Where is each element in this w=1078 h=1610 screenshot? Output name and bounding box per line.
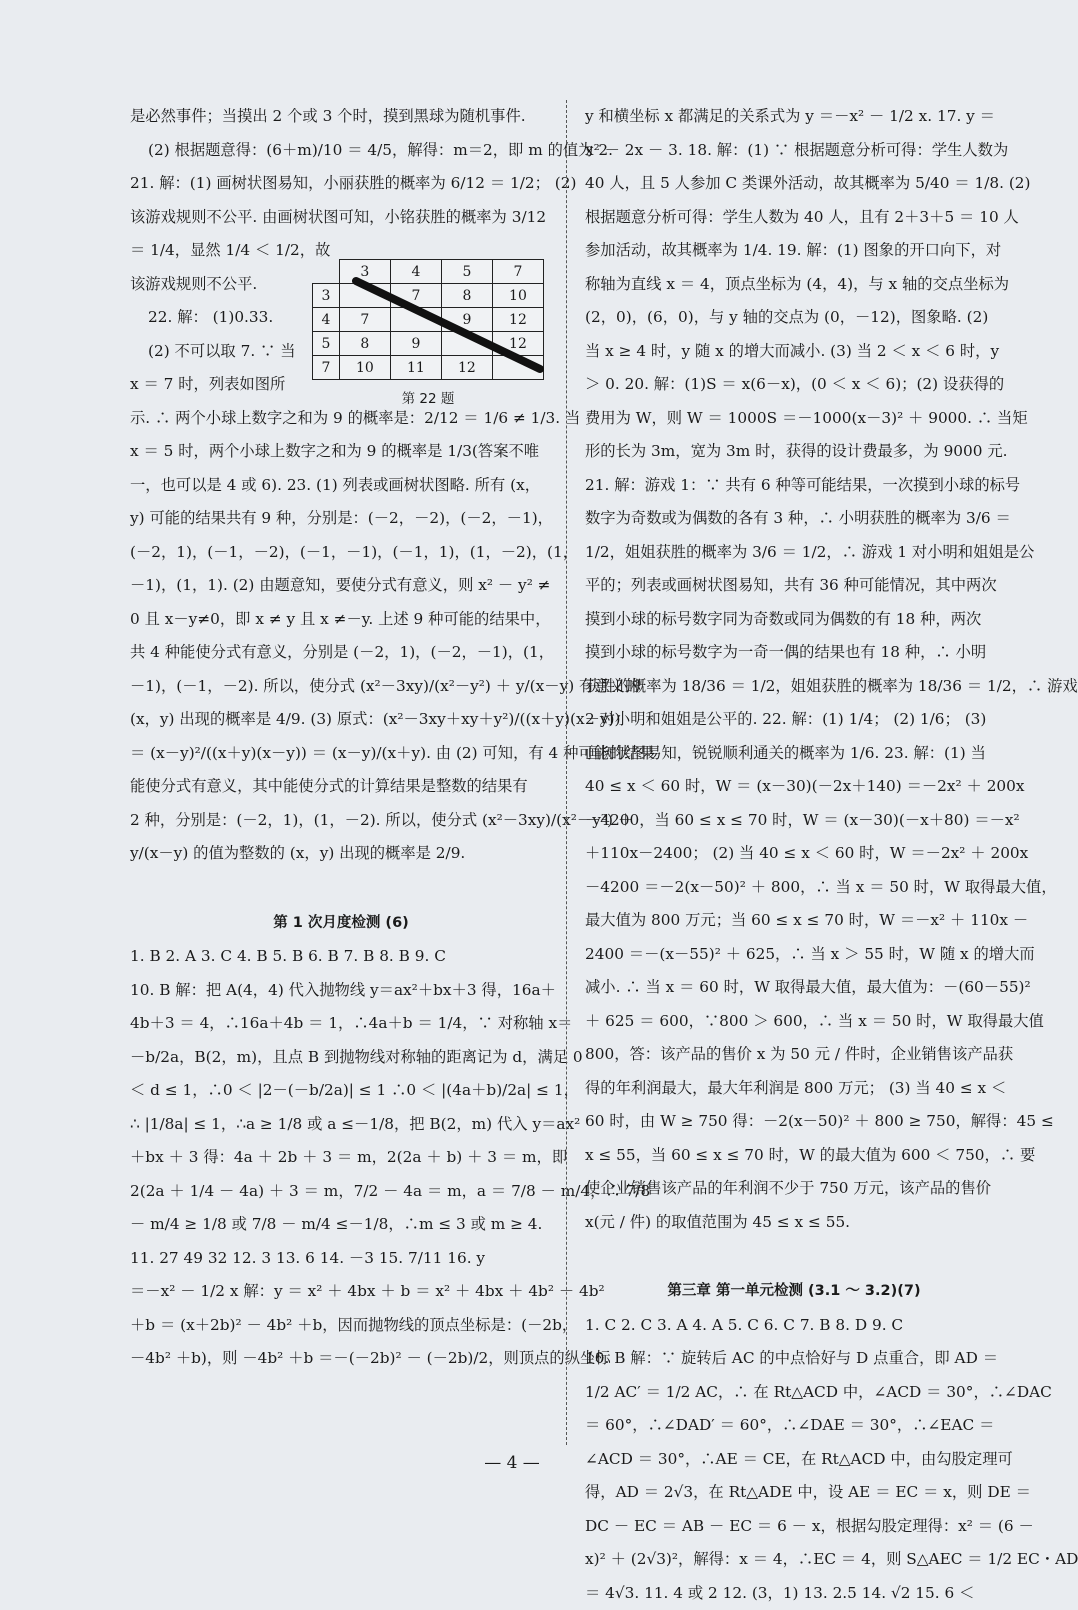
diagonal-bar-graphic bbox=[348, 273, 548, 383]
text-line: －4200 ＝－2(x－50)² ＋ 800，∴ 当 x ＝ 50 时，W 取得最大值， bbox=[585, 871, 1003, 905]
text-line: 11. 27 49 32 12. 3 13. 6 14. －3 15. 7/11 16. y bbox=[130, 1242, 552, 1276]
text-line: 该游戏规则不公平. bbox=[130, 268, 300, 302]
text-line: 21. 解：(1) 画树状图易知，小丽获胜的概率为 6/12 ＝ 1/2； (2) bbox=[130, 167, 552, 201]
text-line: － m/4 ≥ 1/8 或 7/8 － m/4 ≤－1/8，∴m ≤ 3 或 m ≥ 4. bbox=[130, 1208, 552, 1242]
text-line: 1. C 2. C 3. A 4. A 5. C 6. C 7. B 8. D 9. C bbox=[585, 1309, 1003, 1343]
table-cell: 3 bbox=[313, 284, 340, 308]
table-cell: 4 bbox=[390, 260, 441, 284]
text-line: 示. ∴ 两个小球上数字之和为 9 的概率是：2/12 ＝ 1/6 ≠ 1/3. 当 bbox=[130, 402, 552, 436]
text-line: 10. B 解：∵ 旋转后 AC 的中点恰好与 D 点重合，即 AD ＝ bbox=[585, 1342, 1003, 1376]
text-line: ∠ACD ＝ 30°，∴AE ＝ CE，在 Rt△ACD 中，由勾股定理可 bbox=[585, 1443, 1003, 1477]
text-line: ＝ 4√3. 11. 4 或 2 12. (3，1) 13. 2.5 14. √2 15. 6 ＜ bbox=[585, 1577, 1003, 1610]
text-line: 一，也可以是 4 或 6). 23. (1) 列表或画树状图略. 所有 (x， bbox=[130, 469, 552, 503]
table-cell: 12 bbox=[492, 308, 543, 332]
text-line: 获胜的概率为 18/36 ＝ 1/2，姐姐获胜的概率为 18/36 ＝ 1/2，∴ 游戏 bbox=[585, 670, 1003, 704]
table-cell: 9 bbox=[441, 308, 492, 332]
table-cell: 5 bbox=[313, 332, 340, 356]
text-line: 得的年利润最大，最大年利润是 800 万元； (3) 当 40 ≤ x ＜ bbox=[585, 1072, 1003, 1106]
text-line: 2 种，分别是：(－2，1)，(1，－2). 所以，使分式 (x²－3xy)/(x²－y²) ＋ bbox=[130, 804, 552, 838]
table-cell: 4 bbox=[313, 308, 340, 332]
spacer bbox=[130, 871, 552, 907]
text-line: 40 ≤ x ＜ 60 时，W ＝ (x－30)(－2x＋140) ＝－2x² ＋ 200x bbox=[585, 770, 1003, 804]
text-line: 得，AD ＝ 2√3，在 Rt△ADE 中，设 AE ＝ EC ＝ x，则 DE ＝ bbox=[585, 1476, 1003, 1510]
table-cell: 11 bbox=[390, 356, 441, 380]
text-line: 共 4 种能使分式有意义，分别是 (－2，1)，(－2，－1)，(1， bbox=[130, 636, 552, 670]
text-line: ＝ 60°，∴∠DAD′ ＝ 60°，∴∠DAE ＝ 30°，∴∠EAC ＝ bbox=[585, 1409, 1003, 1443]
spacer bbox=[585, 1239, 1003, 1275]
table-cell: 8 bbox=[441, 284, 492, 308]
text-line: 参加活动，故其概率为 1/4. 19. 解：(1) 图象的开口向下，对 bbox=[585, 234, 1003, 268]
text-line: x(元 / 件) 的取值范围为 45 ≤ x ≤ 55. bbox=[585, 1206, 1003, 1240]
table-cell: 12 bbox=[492, 332, 543, 356]
page-number: — 4 — bbox=[0, 1453, 1024, 1473]
text-line: 21. 解：游戏 1：∵ 共有 6 种等可能结果，一次摸到小球的标号 bbox=[585, 469, 1003, 503]
text-line: 22. 解： (1)0.33. bbox=[130, 301, 318, 335]
text-line: 称轴为直线 x ＝ 4，顶点坐标为 (4，4)，与 x 轴的交点坐标为 bbox=[585, 268, 1003, 302]
text-line: 减小. ∴ 当 x ＝ 60 时，W 取得最大值，最大值为：－(60－55)² bbox=[585, 971, 1003, 1005]
table-cell: 5 bbox=[441, 260, 492, 284]
text-line: －4b² ＋b)，则 －4b² ＋b ＝－(－2b)² － (－2b)/2，则顶点的纵坐标 bbox=[130, 1342, 552, 1376]
text-line: 形的长为 3m，宽为 3m 时，获得的设计费最多，为 9000 元. bbox=[585, 435, 1003, 469]
table-cell: 9 bbox=[390, 332, 441, 356]
figure-22 bbox=[312, 259, 544, 407]
text-line: 摸到小球的标号数字同为奇数或同为偶数的有 18 种，两次 bbox=[585, 603, 1003, 637]
text-line: DC － EC ＝ AB － EC ＝ 6 － x，根据勾股定理得：x² ＝ (6 － bbox=[585, 1510, 1003, 1544]
text-line: 费用为 W，则 W ＝ 1000S ＝－1000(x－3)² ＋ 9000. ∴ 当矩 bbox=[585, 402, 1003, 436]
table-cell: 7 bbox=[339, 308, 390, 332]
table-cell: 10 bbox=[492, 284, 543, 308]
text-line: (2) 根据题意得：(6＋m)/10 ＝ 4/5，解得：m＝2，即 m 的值为 2. bbox=[130, 134, 552, 168]
text-line: x ≤ 55，当 60 ≤ x ≤ 70 时，W 的最大值为 600 ＜ 750，∴ 要 bbox=[585, 1139, 1003, 1173]
text-line: 1/2 AC′ ＝ 1/2 AC，∴ 在 Rt△ACD 中，∠ACD ＝ 30°，∴∠DAC bbox=[585, 1376, 1003, 1410]
text-line: 0 且 x－y≠0，即 x ≠ y 且 x ≠－y. 上述 9 种可能的结果中， bbox=[130, 603, 552, 637]
text-line: 1. B 2. A 3. C 4. B 5. B 6. B 7. B 8. B 9. C bbox=[130, 940, 552, 974]
text-line: ＝ (x－y)²/((x＋y)(x－y)) ＝ (x－y)/(x＋y). 由 (2) 可知，有 4 种可能的结果 bbox=[130, 737, 552, 771]
text-line: (2) 不可以取 7. ∵ 当 bbox=[130, 335, 318, 369]
text-line: y 和横坐标 x 都满足的关系式为 y ＝－x² － 1/2 x. 17. y ＝ bbox=[585, 100, 1003, 134]
text-line: ＜ d ≤ 1，∴0 ＜ |2－(－b/2a)| ≤ 1 ∴0 ＜ |(4a＋b)/2a| ≤ 1， bbox=[130, 1074, 552, 1108]
text-line: 平的；列表或画树状图易知，共有 36 种可能情况，其中两次 bbox=[585, 569, 1003, 603]
text-line: ＋110x－2400； (2) 当 40 ≤ x ＜ 60 时，W ＝－2x² ＋ 200x bbox=[585, 837, 1003, 871]
text-line: 最大值为 800 万元；当 60 ≤ x ≤ 70 时，W ＝－x² ＋ 110x － bbox=[585, 904, 1003, 938]
text-line: 根据题意分析可得：学生人数为 40 人，且有 2＋3＋5 ＝ 10 人 bbox=[585, 201, 1003, 235]
text-line: (x，y) 出现的概率是 4/9. (3) 原式：(x²－3xy＋xy＋y²)/((x＋y)(x－y)) bbox=[130, 703, 552, 737]
table-cell: 3 bbox=[339, 260, 390, 284]
text-line: 是必然事件；当摸出 2 个或 3 个时，摸到黑球为随机事件. bbox=[130, 100, 552, 134]
text-line: ＝－x² － 1/2 x 解：y ＝ x² ＋ 4bx ＋ b ＝ x² ＋ 4bx ＋ 4b² － 4b² bbox=[130, 1275, 552, 1309]
text-line: (－2，1)，(－1，－2)，(－1，－1)，(－1，1)，(1，－2)，(1， bbox=[130, 536, 552, 570]
text-line: ＋ 625 ＝ 600，∵800 ＞ 600，∴ 当 x ＝ 50 时，W 取得最大值 bbox=[585, 1005, 1003, 1039]
text-line: 800，答：该产品的售价 x 为 50 元 / 件时，企业销售该产品获 bbox=[585, 1038, 1003, 1072]
text-line: 能使分式有意义，其中能使分式的计算结果是整数的结果有 bbox=[130, 770, 552, 804]
text-line: 数字为奇数或为偶数的各有 3 种，∴ 小明获胜的概率为 3/6 ＝ bbox=[585, 502, 1003, 536]
text-line: ＋b ＝ (x＋2b)² － 4b² ＋b，因而抛物线的顶点坐标是：(－2b， bbox=[130, 1309, 552, 1343]
table-cell: 7 bbox=[390, 284, 441, 308]
text-line: ＝ 1/4，显然 1/4 ＜ 1/2，故 bbox=[130, 234, 300, 268]
text-line: －1)，(－1，－2). 所以，使分式 (x²－3xy)/(x²－y²) ＋ y/(x－y) 有意义的 bbox=[130, 670, 552, 704]
table-cell: 8 bbox=[339, 332, 390, 356]
section-heading-chapter: 第三章 第一单元检测 (3.1 ～ 3.2)(7) bbox=[585, 1275, 1003, 1309]
text-line: 该游戏规则不公平. 由画树状图可知，小铭获胜的概率为 3/12 bbox=[130, 201, 552, 235]
text-line: 40 人，且 5 人参加 C 类课外活动，故其概率为 5/40 ＝ 1/8. (2) bbox=[585, 167, 1003, 201]
table-cell: 10 bbox=[339, 356, 390, 380]
column-divider bbox=[566, 100, 567, 1445]
text-line: 当 x ≥ 4 时，y 随 x 的增大而减小. (3) 当 2 ＜ x ＜ 6 时，y bbox=[585, 335, 1003, 369]
text-line: 4b＋3 ＝ 4，∴16a＋4b ＝ 1，∴4a＋b ＝ 1/4，∵ 对称轴 x＝ bbox=[130, 1007, 552, 1041]
text-line: －4200，当 60 ≤ x ≤ 70 时，W ＝ (x－30)(－x＋80) ＝－x² bbox=[585, 804, 1003, 838]
table-corner bbox=[313, 260, 340, 284]
table-cell: 7 bbox=[492, 260, 543, 284]
text-line: －b/2a，B(2，m)，且点 B 到抛物线对称轴的距离记为 d，满足 0 bbox=[130, 1041, 552, 1075]
text-line: (2，0)，(6，0)，与 y 轴的交点为 (0，－12)，图象略. (2) bbox=[585, 301, 1003, 335]
text-line: 1/2，姐姐获胜的概率为 3/6 ＝ 1/2，∴ 游戏 1 对小明和姐姐是公 bbox=[585, 536, 1003, 570]
text-line: 摸到小球的标号数字为一奇一偶的结果也有 18 种，∴ 小明 bbox=[585, 636, 1003, 670]
text-line: ∴ |1/8a| ≤ 1，∴a ≥ 1/8 或 a ≤－1/8，把 B(2，m) 代入 y＝ax² bbox=[130, 1108, 552, 1142]
text-line: x)² ＋ (2√3)²，解得：x ＝ 4，∴EC ＝ 4，则 S△AEC ＝ 1/2 EC・AD bbox=[585, 1543, 1003, 1577]
text-line: x ＝ 7 时，列表如图所 bbox=[130, 368, 300, 402]
section-heading-monthly: 第 1 次月度检测 (6) bbox=[130, 907, 552, 941]
text-line: x ＝ 5 时，两个小球上数字之和为 9 的概率是 1/3(答案不唯 bbox=[130, 435, 552, 469]
text-line: ＋bx ＋ 3 得：4a ＋ 2b ＋ 3 ＝ m，2(2a ＋ b) ＋ 3 ＝ m，即 bbox=[130, 1141, 552, 1175]
right-column bbox=[585, 100, 1003, 1610]
figure-caption: 第 22 题 bbox=[312, 387, 544, 407]
text-line: －1)，(1，1). (2) 由题意知，要使分式有意义，则 x² － y² ≠ bbox=[130, 569, 552, 603]
text-line: y) 可能的结果共有 9 种，分别是：(－2，－2)，(－2，－1)， bbox=[130, 502, 552, 536]
table-cell: 7 bbox=[313, 356, 340, 380]
text-line: 2400 ＝－(x－55)² ＋ 625，∴ 当 x ＞ 55 时，W 随 x 的增大而 bbox=[585, 938, 1003, 972]
text-line: y/(x－y) 的值为整数的 (x，y) 出现的概率是 2/9. bbox=[130, 837, 552, 871]
text-line: x² － 2x － 3. 18. 解：(1) ∵ 根据题意分析可得：学生人数为 bbox=[585, 134, 1003, 168]
text-line: 使企业销售该产品的年利润不少于 750 万元，该产品的售价 bbox=[585, 1172, 1003, 1206]
table-cell: 12 bbox=[441, 356, 492, 380]
text-line: 60 时，由 W ≥ 750 得：－2(x－50)² ＋ 800 ≥ 750，解得：45 ≤ bbox=[585, 1105, 1003, 1139]
text-line: 画树状图易知，锐锐顺利通关的概率为 1/6. 23. 解：(1) 当 bbox=[585, 737, 1003, 771]
text-line: ＞ 0. 20. 解：(1)S ＝ x(6－x)，(0 ＜ x ＜ 6)；(2) 设获得的 bbox=[585, 368, 1003, 402]
text-line: 10. B 解：把 A(4，4) 代入抛物线 y＝ax²＋bx＋3 得，16a＋ bbox=[130, 974, 552, 1008]
text-line: 2(2a ＋ 1/4 － 4a) ＋ 3 ＝ m，7/2 － 4a ＝ m，a ＝ 7/8 － m/4，∴ 7/8 bbox=[130, 1175, 552, 1209]
text-line: 2 对小明和姐姐是公平的. 22. 解：(1) 1/4； (2) 1/6； (3) bbox=[585, 703, 1003, 737]
